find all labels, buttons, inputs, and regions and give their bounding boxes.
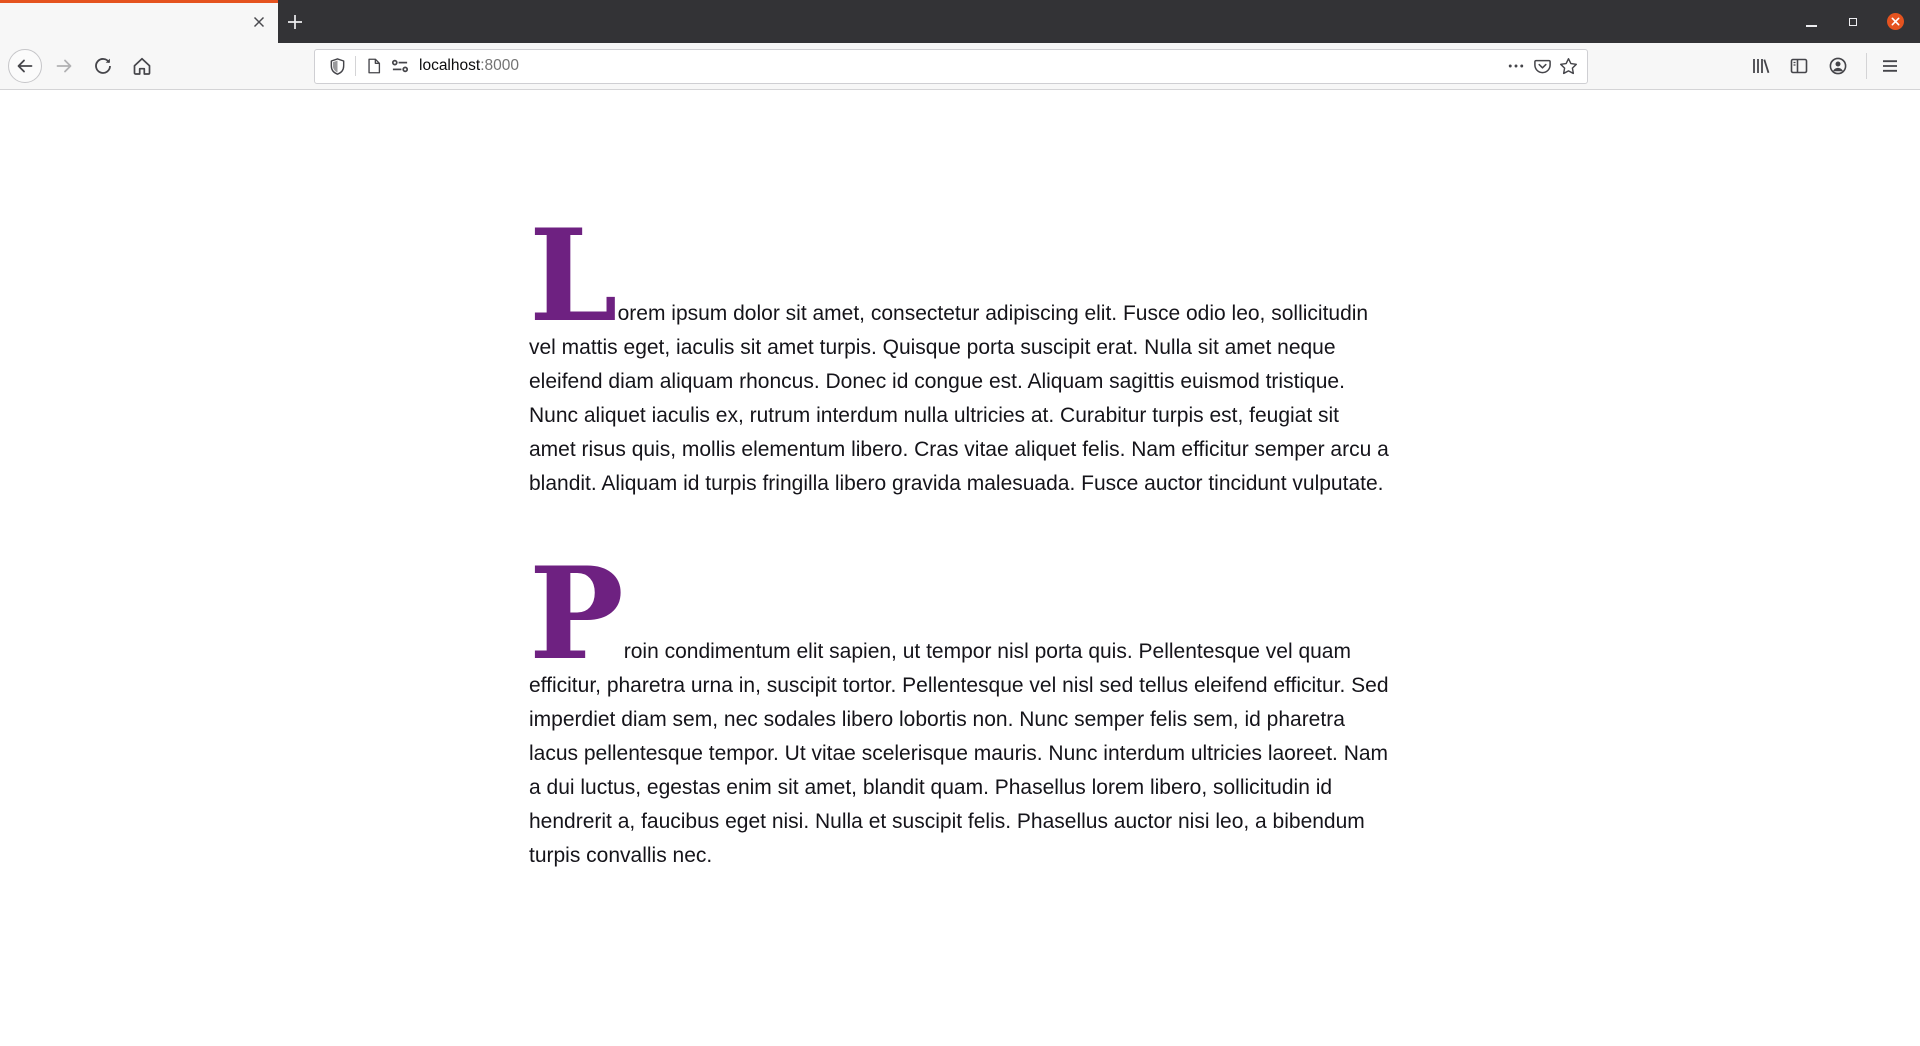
active-tab-indicator (0, 0, 278, 3)
reload-button[interactable] (86, 49, 120, 83)
plus-icon (285, 12, 305, 32)
tab-bar (0, 0, 1920, 43)
account-icon (1828, 56, 1848, 76)
back-arrow-icon (15, 56, 35, 76)
tracking-protection-shield-icon[interactable] (324, 53, 350, 79)
paragraph-1-text: orem ipsum dolor sit amet, consectetur adipiscing elit. Fusce odio leo, sollicitudin vel mattis eget, iaculis sit amet turpis. Quisque porta suscipit erat. Nulla sit amet neque eleifend diam aliquam rhoncus. Donec id congue est. Aliquam sagittis euismod tristique. Nunc aliquet iaculis ex, rutrum interdum nulla ultricies at. Curabitur turpis est, feugiat sit amet risus quis, mollis elementum libero. Cras vitae aliquet felis. Nam efficitur semper arcu a blandit. Aliquam id turpis fringilla libero gravida malesuada. Fusce auctor tincidunt vulputate. (529, 302, 1389, 495)
sidebar-icon (1789, 56, 1809, 76)
hamburger-menu-icon (1880, 56, 1900, 76)
permissions-icon[interactable] (387, 53, 413, 79)
sidebar-toggle-button[interactable] (1782, 49, 1816, 83)
reload-icon (93, 56, 113, 76)
library-button[interactable] (1743, 49, 1777, 83)
home-button[interactable] (125, 49, 159, 83)
library-icon (1750, 56, 1770, 76)
forward-arrow-icon (54, 56, 74, 76)
page-content (529, 90, 1391, 873)
toolbar-separator (1866, 53, 1867, 79)
urlbar-divider (355, 56, 356, 76)
active-tab[interactable] (0, 0, 278, 43)
url-port: :8000 (480, 57, 519, 74)
drop-cap-P: P (529, 540, 624, 688)
close-window-button[interactable] (1882, 9, 1908, 35)
web-page-viewport (0, 90, 1920, 1046)
url-host: localhost (419, 57, 481, 74)
tabbar-drag-area (312, 0, 1798, 43)
tab-close-button[interactable] (246, 9, 272, 35)
paragraph-1 (529, 202, 1391, 501)
paragraph-2-text: roin condimentum elit sapien, ut tempor nisl porta quis. Pellentesque vel quam efficitur, pharetra urna in, suscipit tortor. Pellentesque vel nisl sed tellus eleifend efficitur. Sed imperdiet diam sem, nec sodales libero lobortis non. Nunc semper felis sem, id pharetra lacus pellentesque tempor. Ut vitae scelerisque mauris. Nunc interdum ultricies laoreet. Nam a dui luctus, egestas enim sit amet, blandit quam. Phasellus lorem libero, sollicitudin id hendrerit a, faucibus eget nisi. Nulla et suscipit felis. Phasellus auctor nisi leo, a bibendum turpis convallis nec. (529, 640, 1389, 867)
bookmark-star-icon[interactable] (1555, 53, 1581, 79)
paragraph-2 (529, 540, 1391, 873)
forward-button[interactable] (47, 49, 81, 83)
maximize-button[interactable] (1840, 9, 1866, 35)
minimize-button[interactable] (1798, 9, 1824, 35)
back-button[interactable] (8, 49, 42, 83)
close-x-icon (250, 13, 268, 31)
page-actions-icon[interactable] (1503, 53, 1529, 79)
account-button[interactable] (1821, 49, 1855, 83)
url-input[interactable] (419, 57, 1503, 75)
window-controls (1798, 0, 1920, 43)
pocket-icon[interactable] (1529, 53, 1555, 79)
page-icon[interactable] (361, 53, 387, 79)
close-icon (1887, 13, 1904, 30)
maximize-icon (1849, 18, 1857, 26)
navigation-toolbar (0, 43, 1920, 90)
minimize-icon (1806, 25, 1817, 27)
menu-button[interactable] (1873, 49, 1907, 83)
home-icon (132, 56, 152, 76)
drop-cap-L: L (529, 202, 618, 350)
new-tab-button[interactable] (278, 0, 312, 43)
url-bar[interactable] (314, 49, 1588, 84)
